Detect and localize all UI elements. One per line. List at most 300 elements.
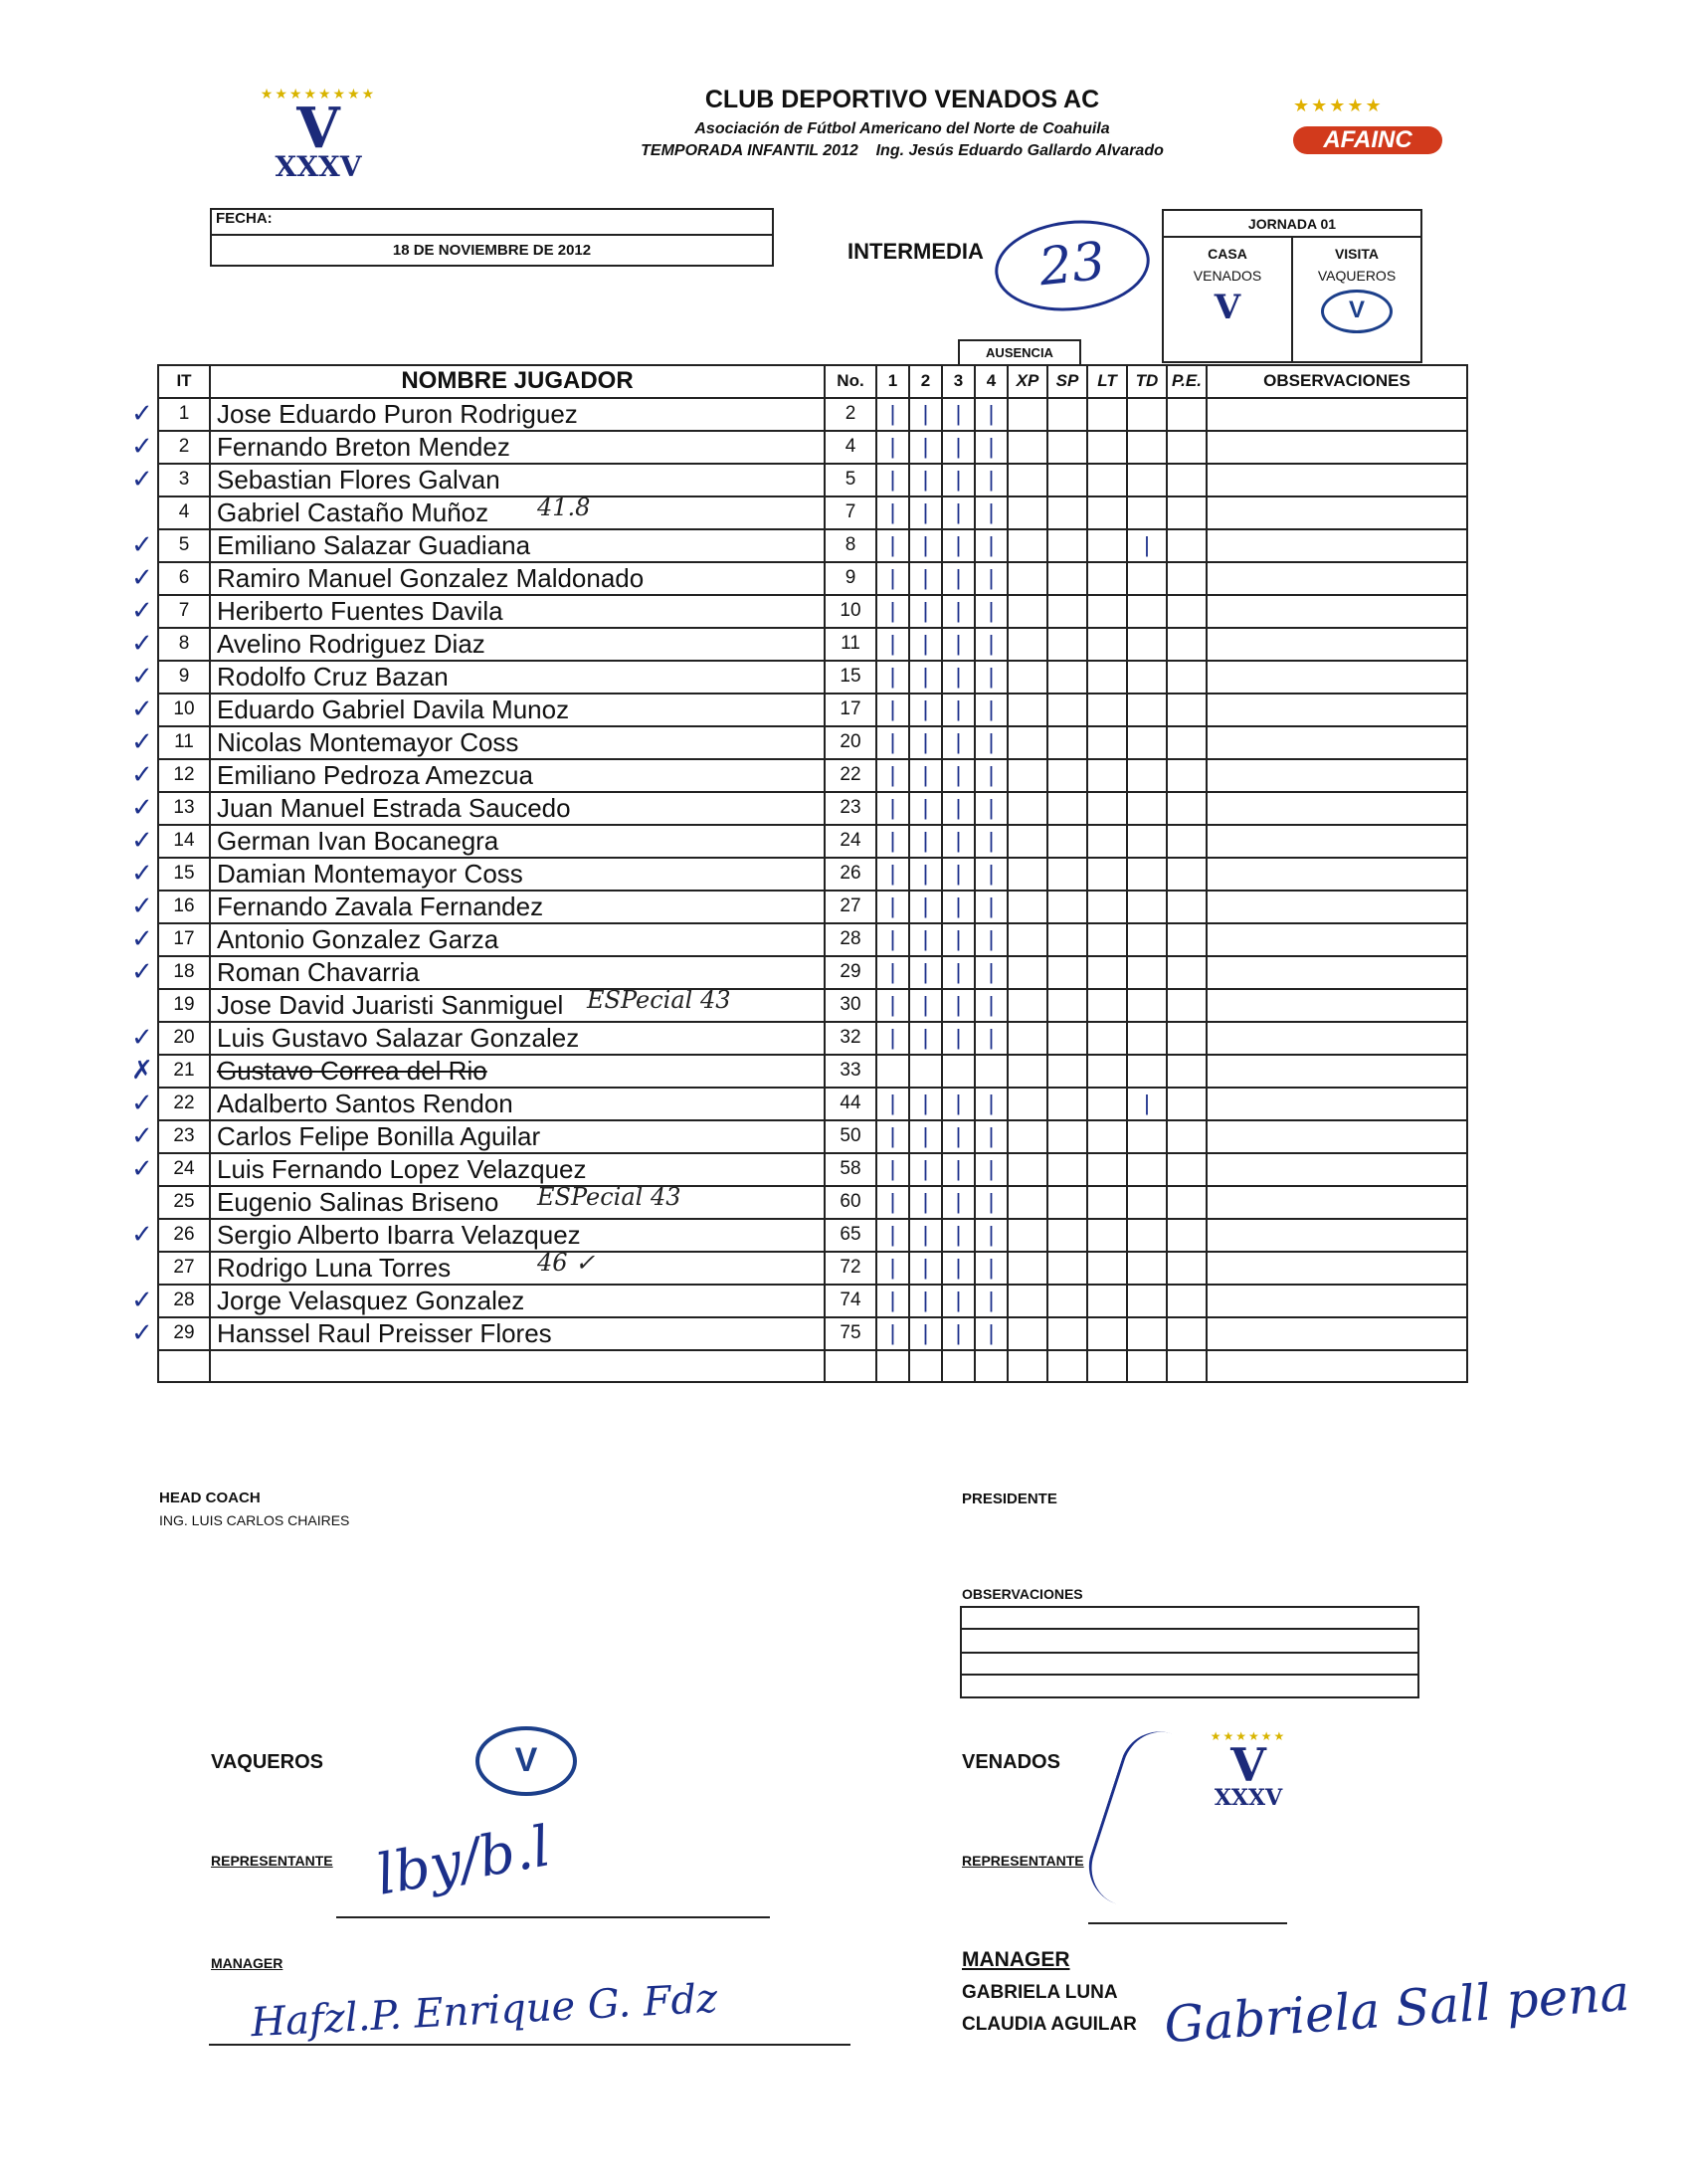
row-quarter-2: | <box>909 1186 942 1219</box>
venados-manager-signature: Gabriela Sall pena <box>1162 1963 1631 2055</box>
row-it <box>131 759 210 792</box>
row-quarter-4: | <box>975 1285 1008 1317</box>
row-observaciones <box>1207 1317 1467 1350</box>
row-observaciones <box>1207 661 1467 694</box>
row-lt <box>1087 1120 1127 1153</box>
row-td <box>1127 1219 1167 1252</box>
row-quarter-3: | <box>942 595 975 628</box>
row-pe <box>1167 891 1207 923</box>
row-quarter-1: | <box>876 1252 909 1285</box>
presidente-label: PRESIDENTE <box>962 1490 1057 1507</box>
row-td <box>1127 1350 1167 1383</box>
table-row <box>158 496 1467 529</box>
player-name-text: Adalberto Santos Rendon <box>217 1088 513 1118</box>
row-handwritten-note: 41.8 <box>537 496 591 521</box>
row-quarter-1: | <box>876 1186 909 1219</box>
row-quarter-4: | <box>975 1088 1008 1120</box>
row-check-mark: ✓ <box>131 759 153 790</box>
row-observaciones <box>1207 1088 1467 1120</box>
row-observaciones <box>1207 464 1467 496</box>
row-it-number: 8 <box>178 633 190 655</box>
player-name-text: Eugenio Salinas Briseno <box>217 1186 499 1217</box>
row-player-name <box>210 1350 825 1383</box>
row-quarter-1: | <box>876 1317 909 1350</box>
player-name-text: German Ivan Bocanegra <box>217 825 499 856</box>
row-quarter-1: | <box>876 595 909 628</box>
player-name-text: Hanssel Raul Preisser Flores <box>217 1317 552 1348</box>
row-lt <box>1087 1285 1127 1317</box>
row-pe <box>1167 1022 1207 1055</box>
row-observaciones <box>1207 1120 1467 1153</box>
row-it-number: 18 <box>173 961 195 983</box>
player-name-text: Carlos Felipe Bonilla Aguilar <box>217 1120 541 1151</box>
player-name-text: Gabriel Castaño Muñoz <box>217 496 489 527</box>
row-it <box>131 464 210 496</box>
table-row <box>158 956 1467 989</box>
row-jersey-number: 28 <box>825 923 876 956</box>
row-xp <box>1008 398 1047 431</box>
player-name-text: Avelino Rodriguez Diaz <box>217 628 485 659</box>
row-quarter-2: | <box>909 398 942 431</box>
row-quarter-1: | <box>876 1022 909 1055</box>
row-check-mark: ✓ <box>131 661 153 692</box>
row-pe <box>1167 825 1207 858</box>
row-quarter-4: | <box>975 496 1008 529</box>
row-td <box>1127 595 1167 628</box>
row-it-number: 15 <box>173 863 195 885</box>
header-it: IT <box>158 365 210 398</box>
player-name-text: Gustavo Correa del Rio <box>217 1055 487 1086</box>
row-quarter-1 <box>876 1055 909 1088</box>
row-it-number: 28 <box>173 1290 195 1311</box>
venados-representante-label: REPRESENTANTE <box>962 1853 1084 1869</box>
header-q1: 1 <box>876 365 909 398</box>
player-name-text: Emiliano Pedroza Amezcua <box>217 759 533 790</box>
row-lt <box>1087 923 1127 956</box>
row-xp <box>1008 1350 1047 1383</box>
row-it <box>131 956 210 989</box>
table-row <box>158 1153 1467 1186</box>
row-check-mark: ✓ <box>131 628 153 659</box>
row-handwritten-note: ESPecial 43 <box>537 1185 681 1211</box>
table-row <box>158 792 1467 825</box>
row-pe <box>1167 989 1207 1022</box>
roster-table <box>131 364 1468 1383</box>
row-lt <box>1087 726 1127 759</box>
row-it-number: 23 <box>173 1125 195 1147</box>
row-quarter-1: | <box>876 858 909 891</box>
row-lt <box>1087 1350 1127 1383</box>
row-check-mark: ✓ <box>131 1120 153 1151</box>
row-quarter-2: | <box>909 1219 942 1252</box>
row-it <box>131 891 210 923</box>
row-sp <box>1047 529 1087 562</box>
row-xp <box>1008 661 1047 694</box>
row-player-name <box>210 1317 825 1350</box>
row-quarter-3: | <box>942 464 975 496</box>
row-pe <box>1167 759 1207 792</box>
row-quarter-4: | <box>975 595 1008 628</box>
row-it-number: 1 <box>178 403 190 425</box>
row-quarter-3: | <box>942 1285 975 1317</box>
row-quarter-1: | <box>876 956 909 989</box>
row-jersey-number: 5 <box>825 464 876 496</box>
row-quarter-4: | <box>975 431 1008 464</box>
row-it-number: 29 <box>173 1322 195 1344</box>
row-it <box>131 825 210 858</box>
player-name-text: Roman Chavarria <box>217 956 420 987</box>
row-quarter-1: | <box>876 496 909 529</box>
table-row <box>158 562 1467 595</box>
row-sp <box>1047 858 1087 891</box>
table-row <box>158 1219 1467 1252</box>
row-player-name <box>210 891 825 923</box>
row-td <box>1127 1285 1167 1317</box>
row-quarter-4: | <box>975 628 1008 661</box>
row-quarter-1: | <box>876 661 909 694</box>
row-jersey-number: 58 <box>825 1153 876 1186</box>
row-pe <box>1167 1252 1207 1285</box>
row-quarter-2: | <box>909 661 942 694</box>
table-row <box>158 628 1467 661</box>
row-quarter-1: | <box>876 628 909 661</box>
player-name-text: Fernando Zavala Fernandez <box>217 891 544 921</box>
row-lt <box>1087 1153 1127 1186</box>
header-name: NOMBRE JUGADOR <box>210 365 825 398</box>
row-lt <box>1087 792 1127 825</box>
row-quarter-3: | <box>942 1153 975 1186</box>
vaqueros-representante-line <box>336 1916 770 1918</box>
venados-manager-label: MANAGER <box>962 1948 1070 1971</box>
player-name-text: Jorge Velasquez Gonzalez <box>217 1285 525 1315</box>
row-it <box>131 858 210 891</box>
row-jersey-number: 60 <box>825 1186 876 1219</box>
row-quarter-1: | <box>876 759 909 792</box>
row-quarter-1: | <box>876 562 909 595</box>
row-check-mark: ✓ <box>131 694 153 724</box>
row-pe <box>1167 1186 1207 1219</box>
row-it <box>131 1285 210 1317</box>
player-name-text: Nicolas Montemayor Coss <box>217 726 519 757</box>
row-td <box>1127 726 1167 759</box>
row-jersey-number: 10 <box>825 595 876 628</box>
row-jersey-number: 32 <box>825 1022 876 1055</box>
row-quarter-1: | <box>876 923 909 956</box>
row-it-number: 12 <box>173 764 195 786</box>
row-quarter-4: | <box>975 464 1008 496</box>
row-jersey-number: 11 <box>825 628 876 661</box>
header-lt: LT <box>1087 365 1127 398</box>
row-quarter-4: | <box>975 694 1008 726</box>
row-player-name <box>210 1022 825 1055</box>
row-player-name <box>210 431 825 464</box>
row-quarter-4: | <box>975 923 1008 956</box>
table-row <box>158 398 1467 431</box>
row-td <box>1127 1252 1167 1285</box>
row-quarter-3: | <box>942 989 975 1022</box>
vaqueros-logo-icon: V <box>1321 290 1393 333</box>
row-quarter-4: | <box>975 1022 1008 1055</box>
row-player-name <box>210 759 825 792</box>
row-sp <box>1047 464 1087 496</box>
row-observaciones <box>1207 825 1467 858</box>
row-lt <box>1087 496 1127 529</box>
row-quarter-1: | <box>876 1153 909 1186</box>
row-xp <box>1008 628 1047 661</box>
header-td: TD <box>1127 365 1167 398</box>
row-pe <box>1167 956 1207 989</box>
row-jersey-number: 50 <box>825 1120 876 1153</box>
association-name: Asociación de Fútbol Americano del Norte de Coahuila <box>694 120 1110 137</box>
row-sp <box>1047 1317 1087 1350</box>
row-td <box>1127 1317 1167 1350</box>
row-quarter-3: | <box>942 398 975 431</box>
row-pe <box>1167 792 1207 825</box>
row-xp <box>1008 529 1047 562</box>
row-quarter-4: | <box>975 661 1008 694</box>
player-name-text: Eduardo Gabriel Davila Munoz <box>217 694 570 724</box>
venados-representante-signature <box>1078 1721 1221 1920</box>
row-player-name <box>210 562 825 595</box>
row-jersey-number: 22 <box>825 759 876 792</box>
row-quarter-2: | <box>909 825 942 858</box>
row-td: | <box>1127 1088 1167 1120</box>
row-quarter-3: | <box>942 1252 975 1285</box>
row-quarter-3: | <box>942 1219 975 1252</box>
player-name-text: Luis Fernando Lopez Velazquez <box>217 1153 587 1184</box>
row-player-name <box>210 595 825 628</box>
season-line: TEMPORADA INFANTIL 2012 Ing. Jesús Eduardo Gallardo Alvarado <box>641 142 1164 159</box>
row-quarter-3: | <box>942 923 975 956</box>
row-xp <box>1008 923 1047 956</box>
fecha-label-cell: FECHA: <box>210 208 774 236</box>
row-observaciones <box>1207 726 1467 759</box>
row-player-name <box>210 726 825 759</box>
row-quarter-4: | <box>975 1186 1008 1219</box>
row-td <box>1127 1120 1167 1153</box>
row-jersey-number: 26 <box>825 858 876 891</box>
row-it <box>131 628 210 661</box>
row-pe <box>1167 562 1207 595</box>
row-jersey-number: 4 <box>825 431 876 464</box>
head-coach-label: HEAD COACH <box>159 1489 261 1506</box>
row-sp <box>1047 1252 1087 1285</box>
row-it-number: 21 <box>173 1060 195 1082</box>
row-pe <box>1167 496 1207 529</box>
row-handwritten-note: ESPecial 43 <box>587 988 731 1014</box>
row-player-name <box>210 858 825 891</box>
row-xp <box>1008 1055 1047 1088</box>
row-player-name <box>210 628 825 661</box>
row-xp <box>1008 562 1047 595</box>
row-it <box>131 792 210 825</box>
table-row <box>158 1317 1467 1350</box>
table-row <box>158 1088 1467 1120</box>
row-td <box>1127 891 1167 923</box>
row-pe <box>1167 628 1207 661</box>
row-quarter-1: | <box>876 1088 909 1120</box>
row-it-number: 27 <box>173 1257 195 1279</box>
vaqueros-manager-label: MANAGER <box>211 1955 283 1971</box>
row-quarter-3: | <box>942 1120 975 1153</box>
row-td <box>1127 1186 1167 1219</box>
row-jersey-number: 23 <box>825 792 876 825</box>
player-name-text: Luis Gustavo Salazar Gonzalez <box>217 1022 580 1053</box>
row-it-number: 16 <box>173 895 195 917</box>
row-lt <box>1087 1022 1127 1055</box>
row-quarter-4: | <box>975 759 1008 792</box>
row-pe <box>1167 595 1207 628</box>
row-check-mark: ✓ <box>131 398 153 429</box>
row-lt <box>1087 1186 1127 1219</box>
row-jersey-number: 7 <box>825 496 876 529</box>
row-jersey-number: 27 <box>825 891 876 923</box>
row-observaciones <box>1207 694 1467 726</box>
row-pe <box>1167 398 1207 431</box>
row-sp <box>1047 1285 1087 1317</box>
row-sp <box>1047 759 1087 792</box>
row-player-name <box>210 792 825 825</box>
row-it-number: 5 <box>178 534 190 556</box>
row-observaciones <box>1207 398 1467 431</box>
row-player-name <box>210 923 825 956</box>
row-it-number: 13 <box>173 797 195 819</box>
row-it <box>131 562 210 595</box>
row-quarter-3: | <box>942 1186 975 1219</box>
row-jersey-number: 8 <box>825 529 876 562</box>
fecha-value-cell: 18 DE NOVIEMBRE DE 2012 <box>210 234 774 267</box>
row-quarter-2: | <box>909 1285 942 1317</box>
row-pe <box>1167 431 1207 464</box>
row-xp <box>1008 858 1047 891</box>
row-player-name <box>210 956 825 989</box>
row-td <box>1127 496 1167 529</box>
row-lt <box>1087 529 1127 562</box>
row-td <box>1127 628 1167 661</box>
row-lt <box>1087 1088 1127 1120</box>
row-it-number: 26 <box>173 1224 195 1246</box>
row-quarter-3: | <box>942 694 975 726</box>
row-quarter-1: | <box>876 891 909 923</box>
row-it <box>131 1055 210 1088</box>
table-row <box>158 759 1467 792</box>
row-it-number: 4 <box>178 501 190 523</box>
row-check-mark: ✓ <box>131 1088 153 1118</box>
row-xp <box>1008 956 1047 989</box>
row-quarter-3: | <box>942 891 975 923</box>
row-sp <box>1047 792 1087 825</box>
row-pe <box>1167 661 1207 694</box>
row-jersey-number: 72 <box>825 1252 876 1285</box>
row-it <box>131 1088 210 1120</box>
row-sp <box>1047 891 1087 923</box>
row-it <box>158 1350 210 1383</box>
vaqueros-manager-line <box>209 2044 850 2046</box>
row-quarter-4 <box>975 1350 1008 1383</box>
row-it-number: 3 <box>178 469 190 491</box>
row-quarter-2: | <box>909 1088 942 1120</box>
row-lt <box>1087 464 1127 496</box>
row-player-name <box>210 1088 825 1120</box>
row-jersey-number: 44 <box>825 1088 876 1120</box>
row-sp <box>1047 923 1087 956</box>
player-name-text: Rodrigo Luna Torres <box>217 1252 452 1283</box>
player-name-text: Sergio Alberto Ibarra Velazquez <box>217 1219 581 1250</box>
row-pe <box>1167 858 1207 891</box>
row-quarter-3: | <box>942 858 975 891</box>
row-observaciones <box>1207 1055 1467 1088</box>
row-lt <box>1087 858 1127 891</box>
row-xp <box>1008 759 1047 792</box>
row-pe <box>1167 464 1207 496</box>
row-td <box>1127 858 1167 891</box>
row-sp <box>1047 595 1087 628</box>
row-quarter-1: | <box>876 694 909 726</box>
table-row <box>158 1285 1467 1317</box>
row-check-mark: ✓ <box>131 1153 153 1184</box>
row-sp <box>1047 825 1087 858</box>
row-jersey-number: 20 <box>825 726 876 759</box>
row-quarter-2 <box>909 1055 942 1088</box>
row-it-number: 17 <box>173 928 195 950</box>
row-observaciones <box>1207 792 1467 825</box>
row-it <box>158 1186 210 1219</box>
row-td <box>1127 661 1167 694</box>
row-it-number: 9 <box>178 666 190 688</box>
row-quarter-3: | <box>942 792 975 825</box>
row-quarter-1: | <box>876 1219 909 1252</box>
row-quarter-4: | <box>975 792 1008 825</box>
row-quarter-3: | <box>942 726 975 759</box>
row-quarter-3: | <box>942 956 975 989</box>
row-pe <box>1167 923 1207 956</box>
header-observaciones: OBSERVACIONES <box>1207 365 1467 398</box>
row-jersey-number <box>825 1350 876 1383</box>
row-player-name <box>210 1153 825 1186</box>
row-observaciones <box>1207 989 1467 1022</box>
row-quarter-3: | <box>942 1317 975 1350</box>
player-name-text: Emiliano Salazar Guadiana <box>217 529 531 560</box>
category-number-circle: 23 <box>991 213 1155 318</box>
row-sp <box>1047 628 1087 661</box>
row-player-name <box>210 1055 825 1088</box>
venados-logo: ★★★★★★★★ V XXXV <box>260 86 377 183</box>
header-sp: SP <box>1047 365 1087 398</box>
visita-cell: VISITA VAQUEROS V <box>1291 236 1422 363</box>
row-lt <box>1087 398 1127 431</box>
row-player-name <box>210 694 825 726</box>
table-row <box>158 1022 1467 1055</box>
row-quarter-1: | <box>876 431 909 464</box>
row-observaciones <box>1207 1219 1467 1252</box>
row-lt <box>1087 989 1127 1022</box>
row-xp <box>1008 431 1047 464</box>
row-pe <box>1167 1120 1207 1153</box>
table-row <box>158 1186 1467 1219</box>
venados-manager-name-1: GABRIELA LUNA <box>962 1982 1118 2003</box>
table-row <box>158 661 1467 694</box>
row-sp <box>1047 1186 1087 1219</box>
row-lt <box>1087 1317 1127 1350</box>
row-check-mark: ✓ <box>131 858 153 889</box>
row-pe <box>1167 1219 1207 1252</box>
table-row <box>158 1350 1467 1383</box>
row-it <box>158 496 210 529</box>
row-player-name <box>210 1120 825 1153</box>
title-block <box>570 72 1234 189</box>
row-check-mark: ✓ <box>131 825 153 856</box>
row-quarter-4: | <box>975 562 1008 595</box>
